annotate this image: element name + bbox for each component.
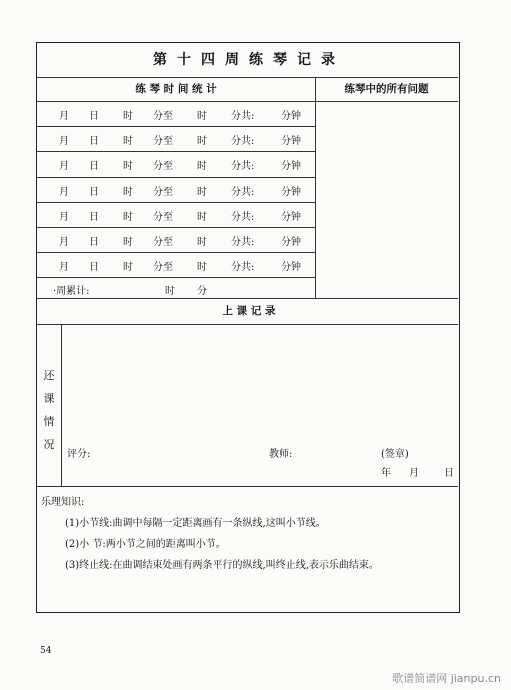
row-label-hour: 时 [123, 161, 133, 173]
column-divider [61, 324, 62, 486]
theory-item-2: (2)小 节:两小节之间的距离叫小节。 [65, 539, 226, 550]
row-label-hour2: 时 [197, 111, 207, 122]
row-label-minute-to: 分至 [153, 161, 173, 173]
row-label-minute-total: 分共: [231, 237, 255, 248]
row-divider [37, 277, 315, 278]
date-year: 年 [381, 468, 391, 479]
row-label-minute-total: 分共: [231, 111, 255, 122]
practice-record-form [36, 42, 460, 613]
row-label-hour: 时 [123, 111, 133, 122]
row-label-month: 月 [59, 186, 69, 198]
row-label-minute-to: 分至 [153, 211, 173, 223]
row-label-minute-to: 分至 [153, 136, 173, 148]
row-label-hour: 时 [123, 262, 133, 274]
row-label-minute-total: 分共: [231, 136, 255, 148]
row-label-hour2: 时 [197, 237, 207, 248]
row-label-month: 月 [59, 161, 69, 173]
practice-row [37, 202, 315, 227]
row-label-minute-to: 分至 [153, 262, 173, 274]
review-label-4: 况 [43, 438, 55, 451]
weekly-total-minute: 分 [197, 286, 207, 297]
row-label-minutes: 分钟 [281, 186, 301, 198]
row-label-day: 日 [89, 237, 99, 248]
practice-row [37, 227, 315, 252]
row-label-month: 月 [59, 237, 69, 248]
score-label: 评分: [67, 449, 91, 460]
row-label-minutes: 分钟 [281, 211, 301, 223]
row-label-minutes: 分钟 [281, 262, 301, 274]
row-label-month: 月 [59, 211, 69, 223]
watermark: 歌谱简谱网 jianpu.cn [392, 672, 501, 685]
teacher-label: 教师: [269, 449, 293, 460]
row-label-hour2: 时 [197, 186, 207, 198]
row-label-hour2: 时 [197, 262, 207, 274]
practice-row [37, 101, 315, 126]
lesson-record-header: 上 课 记 录 [222, 305, 276, 317]
row-label-day: 日 [89, 136, 99, 148]
row-label-minute-total: 分共: [231, 186, 255, 198]
row-label-hour: 时 [123, 237, 133, 248]
practice-time-header: 练 琴 时 间 统 计 [135, 83, 217, 95]
divider [37, 486, 458, 487]
problems-header: 练琴中的所有问题 [344, 83, 429, 95]
row-label-hour2: 时 [197, 161, 207, 173]
weekly-total-hour: 时 [165, 286, 175, 297]
row-label-day: 日 [89, 211, 99, 223]
weekly-total-label: ·周累计: [53, 286, 90, 297]
row-label-minutes: 分钟 [281, 111, 301, 122]
row-label-month: 月 [59, 136, 69, 148]
row-label-hour: 时 [123, 136, 133, 148]
row-label-hour2: 时 [197, 136, 207, 148]
row-label-day: 日 [89, 186, 99, 198]
page-number: 54 [40, 646, 52, 656]
form-title: 第十四周练琴记录 [153, 52, 345, 68]
row-label-minutes: 分钟 [281, 237, 301, 248]
row-label-hour: 时 [123, 186, 133, 198]
row-label-month: 月 [59, 111, 69, 122]
row-label-minute-total: 分共: [231, 161, 255, 173]
column-divider [315, 77, 316, 298]
row-label-minutes: 分钟 [281, 136, 301, 148]
row-label-hour: 时 [123, 211, 133, 223]
practice-row [37, 252, 315, 277]
row-label-month: 月 [59, 262, 69, 274]
theory-item-3: (3)终止线:在曲调结束处画有两条平行的纵线,叫终止线,表示乐曲结束。 [65, 560, 379, 571]
review-label-3: 情 [43, 415, 55, 428]
row-label-day: 日 [89, 161, 99, 173]
date-month: 月 [409, 468, 419, 479]
review-label-2: 课 [43, 392, 55, 405]
row-label-day: 日 [89, 111, 99, 122]
practice-row [37, 177, 315, 202]
date-day: 日 [444, 468, 454, 479]
theory-item-1: (1)小节线:曲调中每隔一定距离画有一条纵线,这叫小节线。 [65, 518, 326, 529]
row-label-minutes: 分钟 [281, 161, 301, 173]
practice-row [37, 126, 315, 151]
divider [37, 324, 458, 325]
row-label-minute-to: 分至 [153, 237, 173, 248]
row-label-day: 日 [89, 262, 99, 274]
practice-row [37, 151, 315, 176]
theory-title: 乐理知识: [41, 497, 85, 508]
row-label-hour2: 时 [197, 211, 207, 223]
row-label-minute-to: 分至 [153, 111, 173, 122]
row-label-minute-total: 分共: [231, 211, 255, 223]
review-label-1: 还 [43, 369, 55, 382]
signature-label: (签章) [381, 449, 409, 460]
row-label-minute-to: 分至 [153, 186, 173, 198]
row-label-minute-total: 分共: [231, 262, 255, 274]
